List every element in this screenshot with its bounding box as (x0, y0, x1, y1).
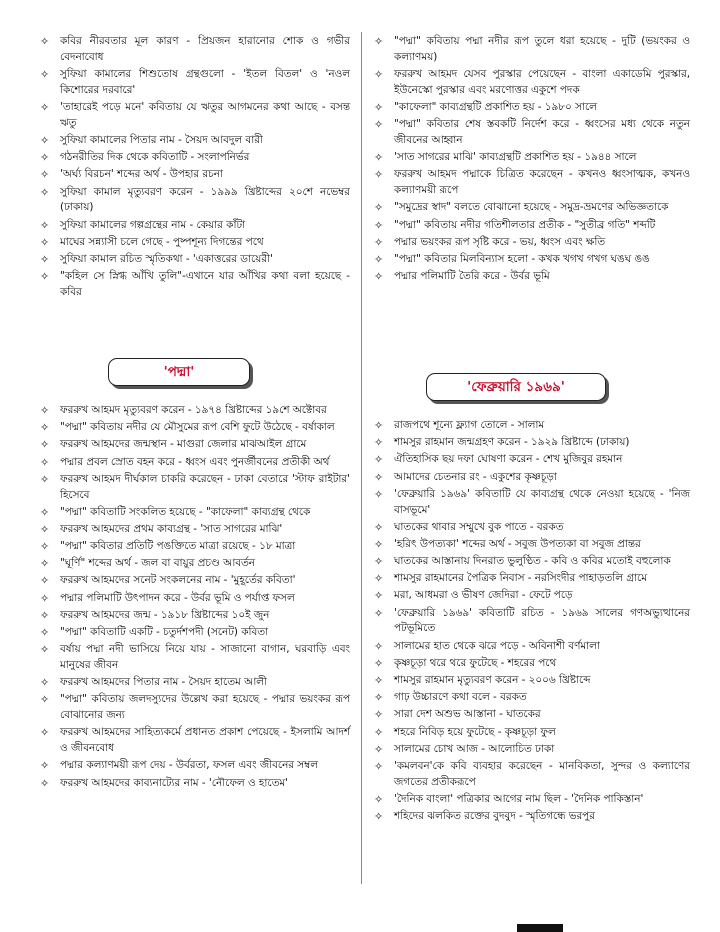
list-item (38, 608, 350, 624)
list-item-text: 'সাত সাগরের মাঝি' কাব্যগ্রন্থটি প্রকাশিত হয় - ১৯৪৪ সালে (394, 151, 637, 164)
list-item (372, 150, 690, 166)
list-item (372, 639, 690, 655)
sparkle-bullet-icon: ✧ (40, 35, 50, 48)
list-item (38, 420, 350, 436)
list-item-text: শামসুর রাহমান মৃত্যুবরণ করেন - ২০০৬ খ্রিষ্টাব্দে (394, 674, 591, 687)
sparkle-bullet-icon: ✧ (40, 252, 50, 266)
list-item-text: ফররুখ আহমদ যেসব পুরস্কার পেয়েছেন - বাংলা একাডেমি পুরস্কার, ইউনেস্কো পুরস্কার এবং মরণোত্তর একুশে পদক (394, 67, 690, 96)
sparkle-bullet-icon: ✧ (374, 639, 384, 653)
february-section-title: 'ফেব্রুয়ারি ১৯৬৯' (426, 373, 606, 401)
list-item-text: সুফিয়া কামালের শিশুতোষ গ্রন্থগুলো - 'ইতল বিতল' ও 'নওল কিশোরের দরবারে' (60, 67, 350, 96)
list-item-text: মাঘের সন্ন্যাসী চলে গেছে - পুষ্পশূন্য দিগন্তের পথে (60, 235, 264, 248)
sparkle-bullet-icon: ✧ (374, 419, 384, 432)
list-item-text: পদ্মার ভয়ংকর রূপ সৃষ্টি করে - ভয়, ধ্বংস এবং ক্ষতি (394, 235, 606, 248)
column-divider (361, 32, 362, 884)
list-item (372, 167, 690, 199)
left-column-bottom (38, 403, 350, 793)
list-item (38, 455, 350, 471)
list-item (372, 418, 690, 434)
list-item-text: 'কমলবন'কে কবি ব্যবহার করেছেন - মানবিকতা, সুন্দর ও কল্যাণের জগতের প্রতীকরূপে (394, 759, 690, 788)
list-item (38, 269, 350, 301)
list-item (372, 588, 690, 604)
list-item (38, 505, 350, 521)
sparkle-bullet-icon: ✧ (374, 218, 384, 232)
list-item-text: 'ফেব্রুয়ারি ১৯৬৯' কবিতাটি যে কাব্যগ্রন্থ থেকে নেওয়া হয়েছে - 'নিজ বাসভূমে' (394, 487, 690, 516)
list-item (38, 472, 350, 504)
list-item (372, 235, 690, 251)
sparkle-bullet-icon: ✧ (374, 810, 384, 824)
list-item-text: "পদ্মা" কবিতায় নদীর গতিশীলতার প্রতীক - "সুতীব্র গতি" শব্দটি (394, 218, 656, 231)
list-item (372, 809, 690, 825)
list-item-text: "পদ্মা" কবিতাটি সংকলিত হয়েছে - "কাফেলা" কাব্যগ্রন্থ থেকে (60, 505, 311, 518)
list-item-text: ফররুখ আহমদের পিতার নাম - সৈয়দ হাতেম আলী (60, 676, 267, 689)
sparkle-bullet-icon: ✧ (374, 674, 384, 688)
sparkle-bullet-icon: ✧ (40, 608, 50, 622)
list-item-text: রাজপথে শূন্যে ফ্ল্যাগ তোলে - সালাম (394, 419, 545, 431)
sparkle-bullet-icon: ✧ (40, 776, 50, 790)
sparkle-bullet-icon: ✧ (40, 574, 50, 588)
padma-section-title: 'পদ্মা' (108, 358, 250, 386)
sparkle-bullet-icon: ✧ (40, 455, 50, 469)
padma-list (38, 403, 350, 791)
sparkle-bullet-icon: ✧ (374, 151, 384, 165)
list-item-text: 'অর্ঘ্য বিরচন' শব্দের অর্থ - উপহার রচনা (60, 168, 223, 181)
list-item (372, 218, 690, 234)
sparkle-bullet-icon: ✧ (374, 453, 384, 467)
sparkle-bullet-icon: ✧ (40, 726, 50, 740)
sparkle-bullet-icon: ✧ (374, 168, 384, 182)
list-item-text: "পদ্মা" কবিতার প্রতিটি পঙক্তিতে মাত্রা রয়েছে - ১৮ মাত্রা (60, 540, 296, 553)
sparkle-bullet-icon: ✧ (374, 708, 384, 722)
sparkle-bullet-icon: ✧ (374, 118, 384, 132)
sparkle-bullet-icon: ✧ (40, 218, 50, 232)
list-item-text: "কাফেলা" কাব্যগ্রন্থটি প্রকাশিত হয় - ১৯৮০ সালে (394, 100, 597, 113)
list-item (372, 537, 690, 553)
sparkle-bullet-icon: ✧ (374, 100, 384, 114)
sparkle-bullet-icon: ✧ (40, 759, 50, 773)
list-item-text: ফররুখ আহমদ পদ্মাকে চিত্রিত করেছেন - কখনও ধ্বংসাত্মক, কখনও কল্যাণময়ী রূপে (394, 168, 690, 197)
list-item-text: শহিদের ঝলকিত রক্তের বুদবুদ - স্মৃতিগন্ধে ভরপুর (394, 810, 595, 823)
list-item-text: মরা, আধমরা ও ভীষণ জেদিরা - ফেটে পড়ে (394, 589, 573, 602)
list-item (372, 117, 690, 149)
list-item (372, 435, 690, 451)
sparkle-bullet-icon: ✧ (374, 725, 384, 739)
sparkle-bullet-icon: ✧ (374, 436, 384, 450)
list-item (372, 673, 690, 689)
list-item (372, 742, 690, 758)
list-item-text: "কহিল সে স্নিগ্ধ আঁখি তুলি"-এখানে যার আঁখির কথা বলা হয়েছে - কবির (60, 270, 350, 298)
sparkle-bullet-icon: ✧ (374, 520, 384, 534)
list-item (38, 437, 350, 453)
right-top-list (372, 34, 690, 285)
sparkle-bullet-icon: ✧ (40, 693, 50, 707)
sparkle-bullet-icon: ✧ (40, 643, 50, 657)
list-item-text: সুফিয়া কামালের পিতার নাম - সৈয়দ আবদুল বারী (60, 133, 263, 146)
sparkle-bullet-icon: ✧ (374, 235, 384, 249)
list-item-text: ফররুখ আহমদের সনেট সংকলনের নাম - 'মুহূর্তের কবিতা' (60, 574, 296, 587)
list-item (372, 487, 690, 519)
list-item-text: পদ্মার কল্যাণময়ী রূপ দেয় - উর্বরতা, ফসল এবং জীবনের সম্বল (60, 759, 319, 772)
list-item (372, 520, 690, 536)
list-item-text: গঠনরীতির দিক থেকে কবিতাটি - সংলাপনির্ভর (60, 151, 250, 164)
list-item-text: পদ্মার পলিমাটি উৎপাদন করে - উর্বর ভূমি ও পর্যাপ্ত ফসল (60, 591, 295, 604)
list-item-text: পদ্মার পলিমাটি তৈরি করে - উর্বর ভূমি (394, 270, 550, 283)
list-item-text: সালামের হাত থেকে ঝরে পড়ে - অবিনাশী বর্ণমালা (394, 639, 600, 652)
left-column-top (38, 34, 350, 302)
list-item-text: পদ্মার প্রবল স্রোত বহন করে - ধ্বংস এবং পুনর্জীবনের প্রতীকী অর্থ (60, 455, 330, 468)
list-item-text: 'ফেব্রুয়ারি ১৯৬৯' কবিতাটি রচিত - ১৯৬৯ সালের গণঅভ্যুত্থানের পটভূমিতে (394, 606, 690, 635)
list-item (38, 252, 350, 268)
list-item-text: "পদ্মা" কবিতাটি একটি - চতুর্দশপদী (সনেট) কবিতা (60, 626, 269, 639)
list-item (38, 67, 350, 99)
sparkle-bullet-icon: ✧ (374, 201, 384, 215)
list-item (372, 200, 690, 216)
list-item (38, 591, 350, 607)
sparkle-bullet-icon: ✧ (40, 67, 50, 81)
list-item (372, 554, 690, 570)
list-item (38, 573, 350, 589)
list-item-text: ফররুখ আহমদ মৃত্যুবরণ করেন - ১৯৭৪ খ্রিষ্টাব্দের ১৯শে অক্টোবর (60, 404, 327, 416)
list-item-text: 'তাহারেই পড়ে মনে' কবিতায় যে ঋতুর আগমনের কথা আছে - বসন্ত ঋতু (60, 100, 350, 129)
list-item (38, 167, 350, 183)
sparkle-bullet-icon: ✧ (40, 100, 50, 114)
sparkle-bullet-icon: ✧ (40, 676, 50, 690)
sparkle-bullet-icon: ✧ (374, 606, 384, 620)
list-item-text: "পদ্মা" কবিতার শেষ স্তবকটি নির্দেশ করে - ধ্বংসের মধ্য থেকে নতুন জীবনের আহ্বান (394, 118, 690, 146)
sparkle-bullet-icon: ✧ (40, 626, 50, 640)
sparkle-bullet-icon: ✧ (40, 505, 50, 519)
list-item-text: ঐতিহাসিক ছয় দফা ঘোষণা করেন - শেখ মুজিবুর রহমান (394, 453, 623, 466)
sparkle-bullet-icon: ✧ (40, 540, 50, 554)
list-item (372, 759, 690, 791)
sparkle-bullet-icon: ✧ (374, 656, 384, 670)
list-item (38, 185, 350, 217)
sparkle-bullet-icon: ✧ (374, 270, 384, 284)
list-item-text: সুফিয়া কামাল মৃত্যুবরণ করেন - ১৯৯৯ খ্রিষ্টাব্দের ২০শে নভেম্বর (ঢাকায়) (60, 185, 350, 214)
list-item (372, 725, 690, 741)
sparkle-bullet-icon: ✧ (374, 759, 384, 773)
list-item (38, 133, 350, 149)
sparkle-bullet-icon: ✧ (40, 522, 50, 536)
list-item-text: ফররুখ আহমদের কাব্যনাট্যের নাম - 'নৌফেল ও হাতেম' (60, 776, 288, 789)
page-footer-bar (517, 924, 563, 932)
list-item (372, 252, 690, 268)
list-item-text: শামসুর রাহমানের পৈত্রিক নিবাস - নরসিংদীর পাহাড়তলি গ্রামে (394, 572, 647, 585)
list-item (38, 235, 350, 251)
left-top-list (38, 34, 350, 301)
february-list (372, 418, 690, 825)
sparkle-bullet-icon: ✧ (374, 742, 384, 756)
list-item (372, 571, 690, 587)
sparkle-bullet-icon: ✧ (40, 421, 50, 435)
list-item-text: সালামের চোখ আজ - আলোচিত ঢাকা (394, 742, 555, 755)
list-item-text: সুফিয়া কামালের গল্পগ্রন্থের নাম - কেয়ার কাঁটা (60, 218, 246, 231)
list-item-text: আমাদের চেতনার রং - একুশের কৃষ্ণচূড়া (394, 470, 557, 483)
list-item-text: "পদ্মা" কবিতায় জলদস্যুদের উল্লেখ করা হয়েছে - পদ্মার ভয়ংকর রূপ বোঝানোর জন্য (60, 693, 350, 722)
list-item (38, 725, 350, 757)
list-item-text: বর্ষায় পদ্মা নদী ভাসিয়ে নিয়ে যায় - সাজানো বাগান, ঘরবাড়ি এবং মানুষের জীবন (60, 643, 350, 672)
list-item (372, 100, 690, 116)
sparkle-bullet-icon: ✧ (374, 252, 384, 266)
list-item-text: কবির নীরবতার মূল কারণ - প্রিয়জন হারানোর শোক ও গভীর বেদনাবোধ (60, 35, 350, 63)
list-item-text: "পদ্মা" কবিতায় নদীর যে মৌসুমের রূপ বেশি ফুটে উঠেছে - বর্ষাকাল (60, 421, 335, 434)
sparkle-bullet-icon: ✧ (40, 133, 50, 147)
right-column-bottom (372, 418, 690, 826)
list-item (38, 776, 350, 792)
list-item-text: 'দৈনিক বাংলা' পত্রিকার আগের নাম ছিল - 'দৈনিক পাকিস্তান' (394, 792, 644, 805)
list-item-text: সারা দেশ অশুভ আস্তানা - ঘাতকের (394, 708, 541, 721)
sparkle-bullet-icon: ✧ (374, 555, 384, 569)
list-item-text: ঘাতকের আস্তানায় দিনরাত ভুলুণ্ঠিত - কবি ও কবির মতোই বহুলোক (394, 555, 671, 568)
list-item (372, 792, 690, 808)
list-item (38, 642, 350, 674)
sparkle-bullet-icon: ✧ (40, 185, 50, 199)
list-item-text: ফররুখ আহমদের প্রথম কাব্যগ্রন্থ - 'সাত সাগরের মাঝি' (60, 522, 283, 535)
list-item (38, 34, 350, 66)
list-item-text: 'হরিৎ উপত্যকা' শব্দের অর্থ - সবুজ উপত্যকা বা সবুজ প্রান্তর (394, 537, 641, 550)
list-item (372, 470, 690, 486)
sparkle-bullet-icon: ✧ (40, 557, 50, 571)
list-item (38, 758, 350, 774)
list-item (372, 656, 690, 672)
list-item (372, 67, 690, 99)
list-item (38, 522, 350, 538)
sparkle-bullet-icon: ✧ (40, 591, 50, 605)
list-item (38, 539, 350, 555)
list-item (38, 403, 350, 419)
sparkle-bullet-icon: ✧ (374, 589, 384, 603)
sparkle-bullet-icon: ✧ (40, 235, 50, 249)
list-item-text: ফররুখ আহমদের সাহিত্যকর্মে প্রধানত প্রকাশ পেয়েছে - ইসলামি আদর্শ ও জীবনবোধ (60, 726, 350, 755)
list-item (372, 606, 690, 638)
sparkle-bullet-icon: ✧ (40, 168, 50, 182)
list-item (38, 150, 350, 166)
list-item (372, 690, 690, 706)
sparkle-bullet-icon: ✧ (40, 472, 50, 486)
list-item (372, 452, 690, 468)
sparkle-bullet-icon: ✧ (374, 792, 384, 806)
list-item (38, 218, 350, 234)
sparkle-bullet-icon: ✧ (374, 572, 384, 586)
list-item-text: "সমুদ্রের স্বাদ" বলতে বোঝানো হয়েছে - সমুদ্র-ভ্রমণের অভিজ্ঞতাকে (394, 201, 669, 214)
list-item-text: সুফিয়া কামাল রচিত স্মৃতিকথা - 'একাত্তরের ডায়েরী' (60, 252, 273, 265)
list-item-text: ফররুখ আহমদ দীর্ঘকাল চাকরি করেছেন - ঢাকা বেতারে 'স্টাফ রাইটার' হিসেবে (60, 472, 350, 501)
list-item (372, 269, 690, 285)
right-column-top (372, 34, 690, 286)
list-item (38, 556, 350, 572)
list-item (38, 100, 350, 132)
list-item (38, 625, 350, 641)
sparkle-bullet-icon: ✧ (374, 537, 384, 551)
list-item-text: ফররুখ আহমদের জন্মস্থান - মাগুরা জেলার মাঝআইল গ্রামে (60, 438, 307, 451)
list-item-text: "ঘূর্ণি" শব্দের অর্থ - জল বা বায়ুর প্রচণ্ড আবর্তন (60, 557, 256, 570)
list-item-text: শহরে নিবিড় হয়ে ফুটেছে - কৃষ্ণচূড়া ফুল (394, 725, 556, 738)
list-item-text: "পদ্মা" কবিতায় পদ্মা নদীর রূপ তুলে ধরা হয়েছে - দুটি (ভয়ংকর ও কল্যাণময়) (394, 35, 690, 63)
list-item (372, 707, 690, 723)
list-item-text: শামসুর রাহমান জন্মগ্রহণ করেন - ১৯২৯ খ্রিষ্টাব্দে (ঢাকায়) (394, 436, 630, 449)
list-item-text: ঘাতকের থাবার সম্মুখে বুক পাতে - বরকত (394, 520, 564, 533)
sparkle-bullet-icon: ✧ (374, 67, 384, 81)
sparkle-bullet-icon: ✧ (374, 470, 384, 484)
sparkle-bullet-icon: ✧ (40, 151, 50, 165)
list-item-text: "পদ্মা" কবিতার মিলবিন্যাস হলো - কখক খগখ গখগ ঘঙঘ ঙঙ (394, 252, 650, 265)
list-item (372, 34, 690, 66)
list-item-text: কৃষ্ণচূড়া থরে থরে ফুটেছে - শহরের পথে (394, 656, 557, 669)
sparkle-bullet-icon: ✧ (40, 270, 50, 284)
list-item-text: ফররুখ আহমদের জন্ম - ১৯১৮ খ্রিষ্টাব্দের ১০ই জুন (60, 608, 270, 621)
sparkle-bullet-icon: ✧ (40, 438, 50, 452)
sparkle-bullet-icon: ✧ (374, 691, 384, 705)
sparkle-bullet-icon: ✧ (40, 404, 50, 417)
list-item (38, 675, 350, 691)
list-item-text: গাঢ় উচ্চারণে কথা বলে - বরকত (394, 691, 527, 704)
sparkle-bullet-icon: ✧ (374, 487, 384, 501)
list-item (38, 692, 350, 724)
sparkle-bullet-icon: ✧ (374, 35, 384, 48)
